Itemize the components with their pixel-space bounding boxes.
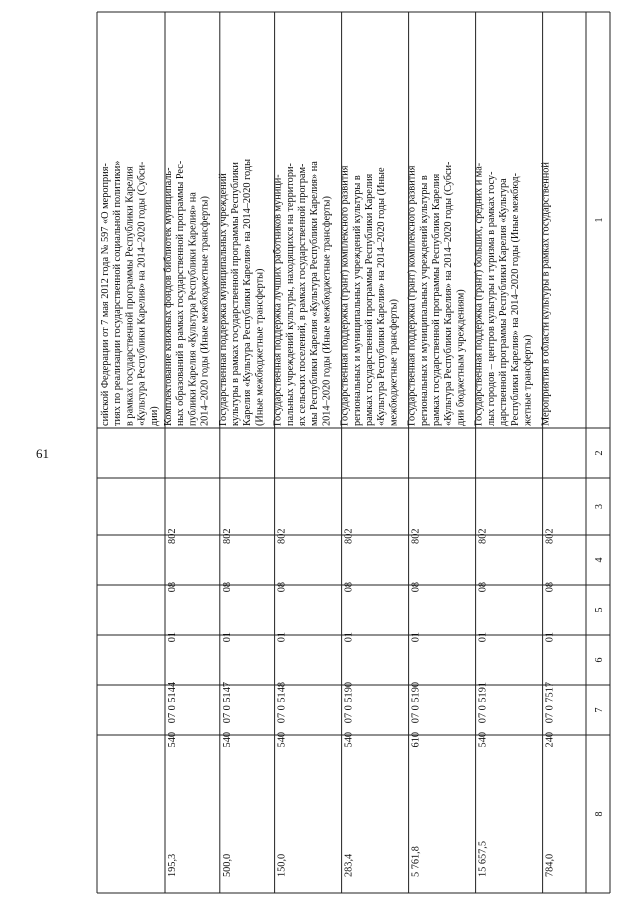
- row-5-c6: 07 0 5190: [410, 682, 422, 724]
- header-col-7: 7: [594, 707, 605, 713]
- row-4-line-2: рамках государственной программы Республики Карелия: [364, 173, 375, 426]
- row-3-line-2: ях сельских поселений, в рамках государственной програм-: [297, 163, 308, 426]
- row-2-c4: 08: [221, 582, 233, 593]
- row-7-c3: 802: [544, 528, 556, 544]
- header-col-2: 2: [594, 450, 605, 456]
- row-3-c4: 08: [276, 582, 288, 593]
- row-5-c5: 01: [410, 632, 422, 643]
- row-1-line-1: ных образований в рамках государственной программы Рес-: [175, 160, 187, 426]
- row-3-c6: 07 0 5148: [276, 682, 288, 724]
- row-4-line-0: Государственная поддержка (грант) комплексного развития: [339, 165, 351, 426]
- row-7-c6: 07 0 7517: [544, 682, 556, 724]
- header-col-6: 6: [594, 657, 605, 663]
- row-2-c8: 500,0: [221, 853, 233, 877]
- row-6-line-2: дарственной программы Республики Карелия «Культура: [498, 178, 509, 426]
- header-col-4: 4: [594, 557, 605, 563]
- row-4-c3: 802: [343, 528, 355, 544]
- row-4-c6: 07 0 5190: [343, 682, 355, 724]
- row-6-line-1: лых городов – центров культуры и туризма в рамках госу-: [485, 171, 497, 426]
- row-6-c3: 802: [477, 528, 489, 544]
- row-6-c6: 07 0 5191: [477, 682, 489, 724]
- row-6-c7: 540: [477, 732, 489, 748]
- row-5-line-3: «Культура Республики Карелия» на 2014–2020 годы (Субси-: [443, 161, 455, 426]
- row-5-line-0: Государственная поддержка (грант) комплексного развития: [406, 165, 418, 426]
- row-6-line-0: Государственная поддержка (грант) больших, средних и ма-: [473, 162, 485, 426]
- row-1-line-3: 2014–2020 годы (Иные межбюджетные трансферты): [199, 196, 211, 426]
- row-5-c7: 610: [410, 732, 422, 748]
- row-2-line-3: (Иные межбюджетные трансферты): [254, 268, 266, 426]
- row-3-c7: 540: [276, 732, 288, 748]
- header-col-3: 3: [594, 504, 605, 509]
- row-4-line-1: региональных и муниципальных учреждений культуры в: [351, 175, 363, 426]
- row-4-c5: 01: [343, 632, 355, 643]
- row-4-c4: 08: [343, 582, 355, 593]
- row-6-c5: 01: [477, 632, 489, 643]
- row-2-line-0: Государственная поддержка муниципальных учреждений: [217, 173, 229, 426]
- row-2-line-2: Карелия «Культура Республики Карелия» на 2014–2020 годы: [242, 158, 254, 426]
- row-7-c8: 784,0: [544, 853, 556, 877]
- row-1-line-0: Комплектование книжных фондов библиотек муниципаль-: [163, 167, 174, 426]
- row-6-line-4: жетные трансферты): [522, 334, 534, 426]
- row-7-line-0: Мероприятия в области культуры в рамках государственной: [540, 162, 552, 426]
- row-1-c4: 08: [167, 582, 178, 593]
- row-6-c4: 08: [477, 582, 489, 593]
- row-4-c7: 540: [343, 732, 355, 748]
- row-5-line-4: дии бюджетным учреждениям): [455, 289, 467, 426]
- row-1-c5: 01: [167, 632, 178, 643]
- row-1-c6: 07 0 5144: [167, 682, 178, 724]
- row-1-c3: 802: [167, 528, 178, 544]
- row-2-c5: 01: [221, 632, 233, 643]
- row-2-line-1: культуры в рамках государственной программы Республики: [230, 162, 241, 426]
- row-5-c3: 802: [410, 528, 422, 544]
- continuation-row-line-0: сийской Федерации от 7 мая 2012 года № 597 «О мероприя-: [100, 163, 111, 426]
- row-1-line-2: публики Карелия «Культура Республики Карелия» на: [187, 192, 199, 426]
- row-3-line-4: 2014–2020 годы (Иные межбюджетные трансферты): [321, 196, 333, 426]
- row-3-line-1: пальных учреждений культуры, находящихся на территори-: [284, 163, 296, 426]
- row-7-c5: 01: [544, 632, 556, 643]
- row-1-c8: 195,3: [167, 853, 178, 877]
- row-4-c8: 283,4: [343, 853, 355, 877]
- continuation-row-line-2: в рамках государственной программы Республики Карелия: [124, 166, 136, 426]
- continuation-row-line-4: дии): [148, 406, 160, 426]
- row-6-line-3: Республики Карелия» на 2014–2020 годы (Иные межбюд-: [510, 172, 522, 426]
- row-3-c8: 150,0: [276, 853, 288, 877]
- row-3-c3: 802: [276, 528, 288, 544]
- header-col-1: 1: [594, 217, 605, 223]
- row-3-line-3: мы Республики Карелия «Культура Республики Карелия» на: [309, 161, 321, 426]
- row-4-line-4: межбюджетные трансферты): [388, 298, 400, 426]
- row-6-c8: 15 657,5: [477, 840, 489, 877]
- row-7-c7: 240: [544, 732, 556, 748]
- row-5-line-2: рамках государственной программы Республики Карелия: [431, 173, 442, 426]
- header-col-5: 5: [594, 607, 605, 613]
- row-2-c7: 540: [221, 732, 233, 748]
- row-5-c4: 08: [410, 582, 422, 593]
- continuation-row-line-3: «Культура Республики Карелия» на 2014–2020 годы (Субси-: [136, 161, 148, 426]
- row-2-c3: 802: [221, 528, 233, 544]
- row-2-c6: 07 0 5147: [221, 682, 233, 724]
- page-number: 61: [36, 446, 49, 461]
- row-1-c7: 540: [167, 732, 178, 748]
- row-3-line-0: Государственная поддержка лучших работников муници-: [272, 174, 284, 426]
- header-col-8: 8: [594, 811, 605, 817]
- row-5-c8: 5 761,8: [410, 846, 422, 877]
- row-7-c4: 08: [544, 582, 556, 593]
- row-3-c5: 01: [276, 632, 288, 643]
- continuation-row-line-1: тиях по реализации государственной социальной политики»: [112, 160, 124, 426]
- row-5-line-1: региональных и муниципальных учреждений культуры в: [418, 175, 430, 426]
- row-4-line-3: «Культура Республики Карелия» на 2014–2020 годы (Иные: [376, 167, 388, 426]
